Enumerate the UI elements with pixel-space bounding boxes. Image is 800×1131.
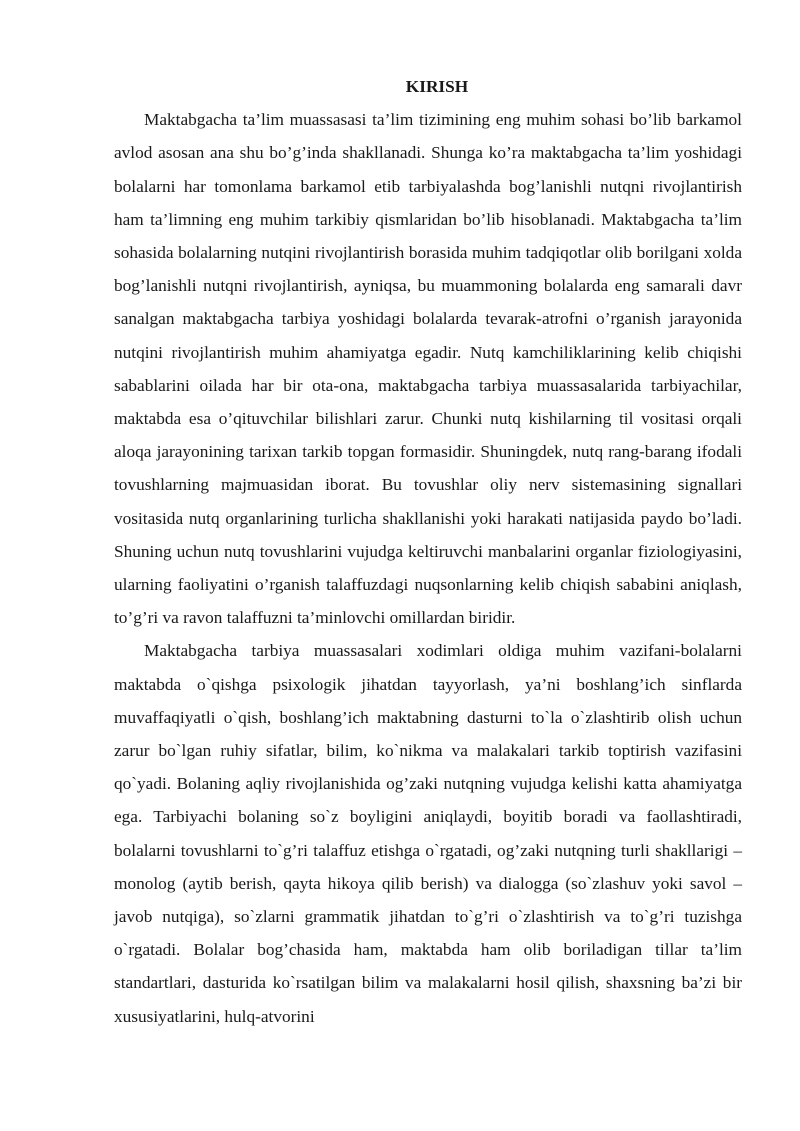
page-title: KIRISH bbox=[405, 77, 469, 96]
body-paragraph: Maktabgacha tarbiya muassasalari xodimlari oldiga muhim vazifani-bolalarni maktabda o`qishga psixologik jihatdan tayyorlash, ya’ni boshlang’ich sinflarda muvaffaqiyatli o`qish, boshlang’ich maktabning dasturni to`la o`zlashtirib olish uchun zarur bo`lgan ruhiy sifatlar, bilim, ko`nikma va malakalari tarkib toptirish vazifasini qo`yadi. Bolaning aqliy rivojlanishida og’zaki nutqning vujudga kelishi katta ahamiyatga ega. Tarbiyachi bolaning so`z boyligini aniqlaydi, boyitib boradi va faollashtiradi, bolalarni tovushlarni to`g’ri talaffuz etishga o`rgatadi, og’zaki nutqning turli shakllarigi – monolog (aytib berish, qayta hikoya qilib berish) va dialogga (so`zlashuv yoki savol – javob nutqiga), so`zlarni grammatik jihatdan to`g’ri o`zlashtirish va to`g’ri tuzishga o`rgatadi. Bolalar bog’chasida ham, maktabda ham olib boriladigan tillar ta’lim standartlari, dasturida ko`rsatilgan bilim va malakalarni hosil qilish, shaxsning ba’zi bir xususiyatlarini, hulq-atvorini bbox=[114, 641, 742, 1026]
body-paragraph: Maktabgacha ta’lim muassasasi ta’lim tizimining eng muhim sohasi bo’lib barkamol avlod asosan ana shu bo’g’inda shakllanadi. Shunga ko’ra maktabgacha ta’lim yoshidagi bolalarni har tomonlama barkamol etib tarbiyalashda bog’lanishli nutqni rivojlantirish ham ta’limning eng muhim tarkibiy qismlaridan bo’lib hisoblanadi. Maktabgacha ta’lim sohasida bolalarning nutqini rivojlantirish borasida muhim tadqiqotlar olib borilgani xolda bog’lanishli nutqni rivojlantirish, ayniqsa, bu muammoning bolalarda eng samarali davr sanalgan maktabgacha tarbiya yoshidagi bolalarda tevarak-atrofni o’rganish jarayonida nutqini rivojlantirish muhim ahamiyatga egadir. Nutq kamchiliklarining kelib chiqishi sabablarini oilada har bir ota-ona, maktabgacha tarbiya muassasalarida tarbiyachilar, maktabda esa o’qituvchilar bilishlari zarur. Chunki nutq kishilarning til vositasi orqali aloqa jarayonining tarixan tarkib topgan formasidir. Shuningdek, nutq rang-barang ifodali tovushlarning majmuasidan iborat. Bu tovushlar oliy nerv sistemasining signallari vositasida nutq organlarining turlicha shakllanishi yoki harakati natijasida paydo bo’ladi. Shuning uchun nutq tovushlarini vujudga keltiruvchi manbalarini organlar fiziologiyasini, ularning faoliyatini o’rganish talaffuzdagi nuqsonlarning kelib chiqish sababini aniqlash, to’g’ri va ravon talaffuzni ta’minlovchi omillardan biridir. bbox=[114, 110, 742, 628]
